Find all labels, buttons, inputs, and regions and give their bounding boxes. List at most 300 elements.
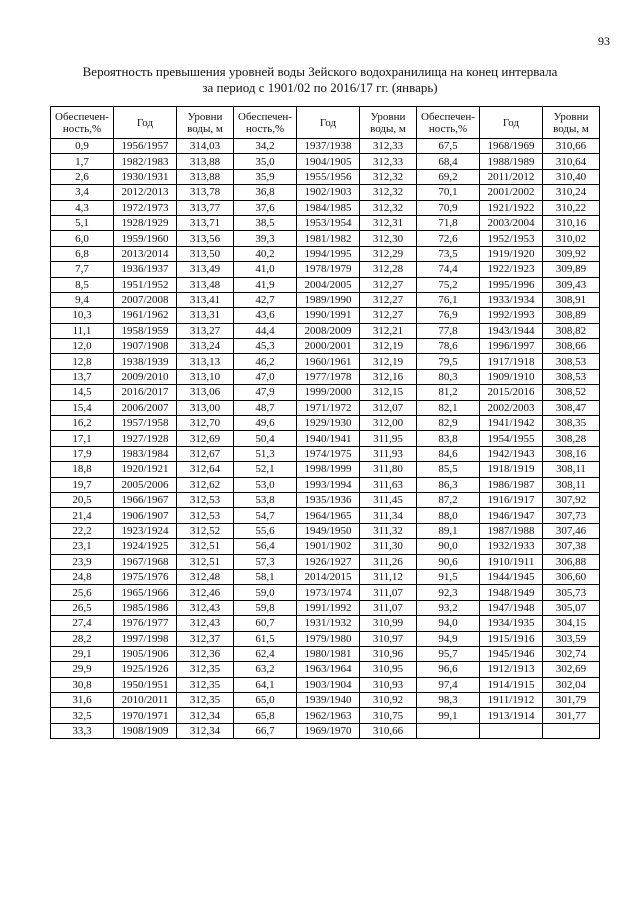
header-probability-2: Обеспечен- ность,%: [234, 107, 297, 139]
table-cell: 29,9: [51, 662, 114, 677]
table-cell: 1983/1984: [114, 446, 177, 461]
table-cell: 2000/2001: [297, 339, 360, 354]
table-cell: 2016/2017: [114, 385, 177, 400]
header-level-3: Уровни воды, м: [543, 107, 600, 139]
table-cell: 308,91: [543, 292, 600, 307]
table-cell: 33,3: [51, 723, 114, 738]
table-cell: 85,5: [417, 462, 480, 477]
table-cell: 312,30: [360, 231, 417, 246]
table-cell: 1949/1950: [297, 523, 360, 538]
table-row: [51, 354, 600, 369]
table-cell: 2004/2005: [297, 277, 360, 292]
table-row: [51, 646, 600, 661]
table-cell: 61,5: [234, 631, 297, 646]
table-cell: 1948/1949: [480, 585, 543, 600]
table-cell: 311,07: [360, 585, 417, 600]
table-cell: 1908/1909: [114, 723, 177, 738]
table-cell: 89,1: [417, 523, 480, 538]
table-cell: 90,0: [417, 539, 480, 554]
table-cell: 313,27: [177, 323, 234, 338]
table-cell: 1941/1942: [480, 416, 543, 431]
table-cell: 1934/1935: [480, 616, 543, 631]
table-cell: 310,64: [543, 154, 600, 169]
table-cell: 1938/1939: [114, 354, 177, 369]
table-row: [51, 139, 600, 154]
table-cell: 311,07: [360, 600, 417, 615]
table-cell: 312,35: [177, 693, 234, 708]
table-cell: 43,6: [234, 308, 297, 323]
table-row: [51, 231, 600, 246]
table-cell: 1973/1974: [297, 585, 360, 600]
table-cell: 311,95: [360, 431, 417, 446]
table-cell: 12,0: [51, 339, 114, 354]
table-cell: 1945/1946: [480, 646, 543, 661]
table-cell: 312,69: [177, 431, 234, 446]
header-probability-3: Обеспечен- ность,%: [417, 107, 480, 139]
table-cell: 307,46: [543, 523, 600, 538]
table-cell: 1955/1956: [297, 169, 360, 184]
table-cell: 312,00: [360, 416, 417, 431]
table-cell: 77,8: [417, 323, 480, 338]
table-cell: 1974/1975: [297, 446, 360, 461]
table-cell: 312,34: [177, 723, 234, 738]
table-row: [51, 492, 600, 507]
table-cell: 1961/1962: [114, 308, 177, 323]
table-cell: 15,4: [51, 400, 114, 415]
table-cell: 16,2: [51, 416, 114, 431]
table-cell: 313,41: [177, 292, 234, 307]
table-cell: 1909/1910: [480, 369, 543, 384]
table-cell: 312,35: [177, 662, 234, 677]
table-cell: 35,9: [234, 169, 297, 184]
table-cell: 1923/1924: [114, 523, 177, 538]
table-cell: 312,51: [177, 554, 234, 569]
table-cell: 1975/1976: [114, 569, 177, 584]
table-cell: 1987/1988: [480, 523, 543, 538]
table-cell: 1942/1943: [480, 446, 543, 461]
table-cell: 306,88: [543, 554, 600, 569]
table-cell: 310,22: [543, 200, 600, 215]
table-row: [51, 569, 600, 584]
table-cell: [543, 723, 600, 738]
table-cell: 36,8: [234, 185, 297, 200]
table-cell: 14,5: [51, 385, 114, 400]
table-cell: 17,1: [51, 431, 114, 446]
table-cell: 1924/1925: [114, 539, 177, 554]
table-cell: 22,2: [51, 523, 114, 538]
table-row: [51, 339, 600, 354]
table-cell: 1976/1977: [114, 616, 177, 631]
table-cell: 1985/1986: [114, 600, 177, 615]
table-cell: 2014/2015: [297, 569, 360, 584]
table-row: [51, 662, 600, 677]
table-cell: 2001/2002: [480, 185, 543, 200]
table-cell: 1915/1916: [480, 631, 543, 646]
table-cell: 53,8: [234, 492, 297, 507]
table-cell: 1989/1990: [297, 292, 360, 307]
table-cell: 309,89: [543, 262, 600, 277]
table-cell: 310,75: [360, 708, 417, 723]
table-cell: 313,06: [177, 385, 234, 400]
table-cell: 301,79: [543, 693, 600, 708]
table-cell: 1911/1912: [480, 693, 543, 708]
table-cell: 312,31: [360, 215, 417, 230]
table-cell: 1933/1934: [480, 292, 543, 307]
table-cell: 313,10: [177, 369, 234, 384]
table-cell: 313,48: [177, 277, 234, 292]
table-cell: 1958/1959: [114, 323, 177, 338]
table-cell: 312,37: [177, 631, 234, 646]
table-cell: 313,78: [177, 185, 234, 200]
table-cell: 312,15: [360, 385, 417, 400]
table-cell: 1951/1952: [114, 277, 177, 292]
table-row: [51, 508, 600, 523]
table-cell: 58,1: [234, 569, 297, 584]
table-cell: 28,2: [51, 631, 114, 646]
table-cell: 1962/1963: [297, 708, 360, 723]
table-cell: 305,73: [543, 585, 600, 600]
table-cell: 13,7: [51, 369, 114, 384]
table-cell: 313,50: [177, 246, 234, 261]
table-cell: 23,1: [51, 539, 114, 554]
table-cell: 97,4: [417, 677, 480, 692]
table-cell: 63,2: [234, 662, 297, 677]
table-cell: 1994/1995: [297, 246, 360, 261]
table-cell: 311,93: [360, 446, 417, 461]
table-cell: 1944/1945: [480, 569, 543, 584]
table-cell: 1912/1913: [480, 662, 543, 677]
table-cell: 1988/1989: [480, 154, 543, 169]
table-cell: 59,0: [234, 585, 297, 600]
table-cell: 312,67: [177, 446, 234, 461]
table-cell: 38,5: [234, 215, 297, 230]
table-cell: 312,62: [177, 477, 234, 492]
header-level-1: Уровни воды, м: [177, 107, 234, 139]
table-cell: 310,95: [360, 662, 417, 677]
table-cell: 312,43: [177, 616, 234, 631]
table-cell: 65,0: [234, 693, 297, 708]
table-cell: 1930/1931: [114, 169, 177, 184]
table-cell: 308,82: [543, 323, 600, 338]
table-cell: 1967/1968: [114, 554, 177, 569]
table-cell: 312,36: [177, 646, 234, 661]
table-cell: 48,7: [234, 400, 297, 415]
table-cell: 78,6: [417, 339, 480, 354]
table-cell: 1929/1930: [297, 416, 360, 431]
table-cell: 312,27: [360, 308, 417, 323]
table-cell: 7,7: [51, 262, 114, 277]
table-cell: 310,02: [543, 231, 600, 246]
table-cell: 12,8: [51, 354, 114, 369]
table-cell: 1996/1997: [480, 339, 543, 354]
table-cell: 17,9: [51, 446, 114, 461]
table-cell: 1935/1936: [297, 492, 360, 507]
table-cell: 312,64: [177, 462, 234, 477]
table-cell: 308,66: [543, 339, 600, 354]
table-cell: 37,6: [234, 200, 297, 215]
table-cell: 310,92: [360, 693, 417, 708]
table-cell: 2008/2009: [297, 323, 360, 338]
table-cell: 39,3: [234, 231, 297, 246]
table-cell: 47,9: [234, 385, 297, 400]
table-cell: 94,9: [417, 631, 480, 646]
table-cell: 1971/1972: [297, 400, 360, 415]
table-cell: 92,3: [417, 585, 480, 600]
table-cell: 1995/1996: [480, 277, 543, 292]
table-cell: 313,88: [177, 169, 234, 184]
table-cell: 70,1: [417, 185, 480, 200]
table-cell: 5,1: [51, 215, 114, 230]
table-cell: 84,6: [417, 446, 480, 461]
table-cell: 308,35: [543, 416, 600, 431]
table-cell: 312,32: [360, 200, 417, 215]
table-row: [51, 477, 600, 492]
table-cell: 82,1: [417, 400, 480, 415]
table-row: [51, 308, 600, 323]
table-cell: 307,38: [543, 539, 600, 554]
table-cell: 1937/1938: [297, 139, 360, 154]
table-row: [51, 369, 600, 384]
table-cell: 1913/1914: [480, 708, 543, 723]
table-cell: 1972/1973: [114, 200, 177, 215]
table-cell: 44,4: [234, 323, 297, 338]
table-cell: 313,56: [177, 231, 234, 246]
table-cell: 1984/1985: [297, 200, 360, 215]
table-cell: 314,03: [177, 139, 234, 154]
table-cell: 1990/1991: [297, 308, 360, 323]
table-cell: 82,9: [417, 416, 480, 431]
table-cell: 23,9: [51, 554, 114, 569]
table-cell: 1916/1917: [480, 492, 543, 507]
table-cell: 1969/1970: [297, 723, 360, 738]
table-cell: 1907/1908: [114, 339, 177, 354]
table-cell: 313,49: [177, 262, 234, 277]
table-cell: 312,33: [360, 154, 417, 169]
table-cell: 94,0: [417, 616, 480, 631]
table-cell: 312,46: [177, 585, 234, 600]
table-cell: 311,30: [360, 539, 417, 554]
table-cell: 1914/1915: [480, 677, 543, 692]
table-cell: 59,8: [234, 600, 297, 615]
table-cell: 308,53: [543, 369, 600, 384]
table-cell: 62,4: [234, 646, 297, 661]
table-cell: 66,7: [234, 723, 297, 738]
table-cell: 45,3: [234, 339, 297, 354]
table-cell: 1954/1955: [480, 431, 543, 446]
table-cell: 57,3: [234, 554, 297, 569]
table-cell: 67,5: [417, 139, 480, 154]
table-cell: 51,3: [234, 446, 297, 461]
table-cell: 98,3: [417, 693, 480, 708]
table-cell: 1940/1941: [297, 431, 360, 446]
table-cell: 1943/1944: [480, 323, 543, 338]
table-cell: 2012/2013: [114, 185, 177, 200]
table-row: [51, 277, 600, 292]
table-row: [51, 385, 600, 400]
table-row: [51, 246, 600, 261]
table-cell: 31,6: [51, 693, 114, 708]
table-cell: 96,6: [417, 662, 480, 677]
table-cell: 1926/1927: [297, 554, 360, 569]
table-cell: 49,6: [234, 416, 297, 431]
table-row: [51, 400, 600, 415]
header-year-3: Год: [480, 107, 543, 139]
table-cell: 54,7: [234, 508, 297, 523]
table-cell: 1966/1967: [114, 492, 177, 507]
table-cell: 99,1: [417, 708, 480, 723]
table-cell: 70,9: [417, 200, 480, 215]
table-cell: 1903/1904: [297, 677, 360, 692]
table-cell: 27,4: [51, 616, 114, 631]
table-cell: 308,47: [543, 400, 600, 415]
table-cell: 1999/2000: [297, 385, 360, 400]
table-row: [51, 677, 600, 692]
table-cell: 308,89: [543, 308, 600, 323]
table-cell: 313,24: [177, 339, 234, 354]
table-cell: 312,19: [360, 339, 417, 354]
table-cell: 1905/1906: [114, 646, 177, 661]
table-cell: 311,63: [360, 477, 417, 492]
table-cell: 1921/1922: [480, 200, 543, 215]
table-cell: 95,7: [417, 646, 480, 661]
table-cell: 312,53: [177, 492, 234, 507]
table-cell: 41,0: [234, 262, 297, 277]
table-cell: 1928/1929: [114, 215, 177, 230]
table-row: [51, 446, 600, 461]
table-cell: 1953/1954: [297, 215, 360, 230]
table-cell: 312,32: [360, 169, 417, 184]
table-cell: 71,8: [417, 215, 480, 230]
table-cell: 310,96: [360, 646, 417, 661]
table-cell: 313,77: [177, 200, 234, 215]
table-cell: 312,34: [177, 708, 234, 723]
table-cell: 307,73: [543, 508, 600, 523]
title-line-2: за период с 1901/02 по 2016/17 гг. (январь): [202, 80, 438, 95]
table-cell: 1927/1928: [114, 431, 177, 446]
table-cell: 312,43: [177, 600, 234, 615]
table-cell: 2009/2010: [114, 369, 177, 384]
table-cell: 19,7: [51, 477, 114, 492]
table-row: [51, 554, 600, 569]
table-cell: 50,4: [234, 431, 297, 446]
table-cell: 74,4: [417, 262, 480, 277]
table-cell: 34,2: [234, 139, 297, 154]
table-cell: 308,11: [543, 477, 600, 492]
table-cell: 1946/1947: [480, 508, 543, 523]
table-cell: 52,1: [234, 462, 297, 477]
page-number: 93: [598, 34, 610, 48]
table-cell: 11,1: [51, 323, 114, 338]
table-cell: [480, 723, 543, 738]
table-cell: 310,24: [543, 185, 600, 200]
table-cell: 1920/1921: [114, 462, 177, 477]
table-cell: 310,66: [360, 723, 417, 738]
table-cell: 6,8: [51, 246, 114, 261]
table-row: [51, 616, 600, 631]
table-cell: 1998/1999: [297, 462, 360, 477]
table-cell: 1997/1998: [114, 631, 177, 646]
table-cell: 79,5: [417, 354, 480, 369]
table-row: [51, 323, 600, 338]
table-row: [51, 723, 600, 738]
table-cell: 25,6: [51, 585, 114, 600]
table-cell: 18,8: [51, 462, 114, 477]
table-cell: 47,0: [234, 369, 297, 384]
table-cell: 40,2: [234, 246, 297, 261]
table-cell: 56,4: [234, 539, 297, 554]
table-cell: 309,92: [543, 246, 600, 261]
table-cell: 310,97: [360, 631, 417, 646]
table-cell: 311,26: [360, 554, 417, 569]
table-cell: 312,32: [360, 185, 417, 200]
table-row: [51, 154, 600, 169]
table-cell: 2006/2007: [114, 400, 177, 415]
table-cell: 73,5: [417, 246, 480, 261]
table-row: [51, 215, 600, 230]
table-cell: 41,9: [234, 277, 297, 292]
table-cell: 1939/1940: [297, 693, 360, 708]
table-cell: 312,29: [360, 246, 417, 261]
table-row: [51, 523, 600, 538]
document-title: [40, 64, 600, 96]
table-cell: 1950/1951: [114, 677, 177, 692]
table-cell: 46,2: [234, 354, 297, 369]
table-cell: 32,5: [51, 708, 114, 723]
table-cell: 9,4: [51, 292, 114, 307]
table-cell: 93,2: [417, 600, 480, 615]
table-cell: 1977/1978: [297, 369, 360, 384]
table-cell: 1964/1965: [297, 508, 360, 523]
table-cell: 0,9: [51, 139, 114, 154]
table-cell: 308,53: [543, 354, 600, 369]
table-cell: 311,45: [360, 492, 417, 507]
table-cell: 1993/1994: [297, 477, 360, 492]
table-cell: 2003/2004: [480, 215, 543, 230]
table-cell: 2010/2011: [114, 693, 177, 708]
table-cell: 310,99: [360, 616, 417, 631]
table-cell: 313,71: [177, 215, 234, 230]
table-cell: 312,70: [177, 416, 234, 431]
table-row: [51, 431, 600, 446]
table-row: [51, 416, 600, 431]
table-cell: 4,3: [51, 200, 114, 215]
table-cell: 91,5: [417, 569, 480, 584]
table-cell: 312,51: [177, 539, 234, 554]
table-cell: 312,27: [360, 292, 417, 307]
table-cell: 53,0: [234, 477, 297, 492]
table-cell: 1960/1961: [297, 354, 360, 369]
table-row: [51, 708, 600, 723]
table-cell: 302,04: [543, 677, 600, 692]
table-cell: 1910/1911: [480, 554, 543, 569]
table-cell: 312,35: [177, 677, 234, 692]
table-row: [51, 631, 600, 646]
table-cell: 1963/1964: [297, 662, 360, 677]
table-cell: 312,48: [177, 569, 234, 584]
table-cell: 90,6: [417, 554, 480, 569]
table-cell: 308,16: [543, 446, 600, 461]
table-cell: [417, 723, 480, 738]
probability-table: [50, 106, 600, 739]
table-cell: 311,32: [360, 523, 417, 538]
table-cell: 83,8: [417, 431, 480, 446]
table-cell: 310,40: [543, 169, 600, 184]
table-cell: 21,4: [51, 508, 114, 523]
table-cell: 1980/1981: [297, 646, 360, 661]
table-cell: 68,4: [417, 154, 480, 169]
table-cell: 1957/1958: [114, 416, 177, 431]
table-cell: 2005/2006: [114, 477, 177, 492]
